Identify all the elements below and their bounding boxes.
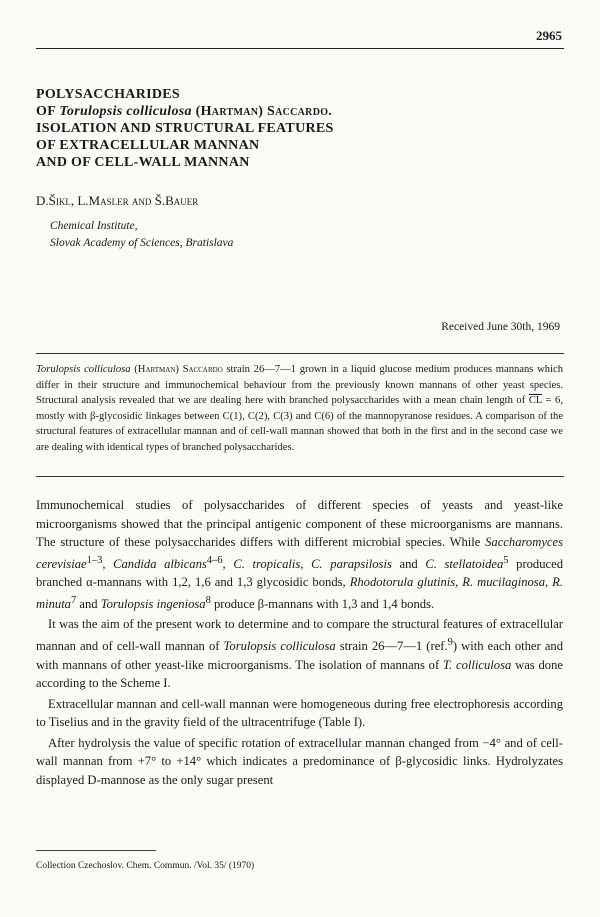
title-line-2: OF Torulopsis colliculosa (Hartman) Saccardo. [36,104,333,119]
title-line-1: POLYSACCHARIDES [36,87,181,102]
body-text [36,496,563,791]
affiliation-line-1: Chemical Institute, [50,220,138,232]
top-rule [36,48,564,49]
affiliation-line-2: Slovak Academy of Sciences, Bratislava [50,237,234,249]
footer-rule [36,850,156,851]
affiliation [50,218,233,252]
received-date: Received June 30th, 1969 [441,321,560,333]
paragraph-1: Immunochemical studies of polysaccharides of different species of yeasts and yeast-like microorganisms showed that the principal antigenic component of these microorganisms are mannans. The structure of these polysaccharides differs with different microbial species. While Saccharomyces cerevisiae$^{1-3}$, Candida albicans$^{4-6}$, C. tropicalis, C. parapsilosis and C. stellatoidea$^5$ produced branched α-mannans with 1,2, 1,6 and 1,3 glycosidic bonds, Rhodotorula glutinis, R. mucilaginosa, R. minuta$^7$ and Torulopsis ingeniosa$^8$ produce β-mannans with 1,3 and 1,4 bonds. [36,498,564,611]
abstract-bottom-rule [36,476,564,477]
page-number: 2965 [536,28,562,43]
paragraph-2: It was the aim of the present work to determine and to compare the structural features of extracellular mannan and of cell-wall mannan of Torulopsis colliculosa strain 26—7—1 (ref.$^9$) with each other and with mannans of other yeast-like microorganisms. The isolation of mannans of T. colliculosa was done according to the Scheme I. [36,617,563,691]
abstract: Torulopsis colliculosa (Hartman) Saccardo strain 26—7—1 grown in a liquid glucose medium produces mannans which differ in their structure and immunochemical behaviour from the previously known mannans of other yeast species. Structural analysis revealed that we are dealing here with branched polysaccharides with a mean chain length of $\overline{CL} = 6$, mostly with β-glycosidic linkages between C(1), C(2), C(3) and C(6) of the mannopyranose residues. A comparison of the structural features of extracellular mannan and of cell-wall mannan showed that both in the first and in the second case we are dealing with identical types of branched polysaccharides. [36,364,564,453]
paragraph-3: Extracellular mannan and cell-wall mannan were homogeneous during free electrophoresis according to Tiselius and in the gravity field of the ultracentrifuge (Table I). [36,696,563,730]
abstract-top-rule [36,353,564,354]
title-line-5: AND OF CELL-WALL MANNAN [36,155,250,170]
journal-footer: Collection Czechoslov. Chem. Commun. /Vol. 35/ (1970) [36,861,255,871]
title-line-3: ISOLATION AND STRUCTURAL FEATURES [36,121,334,136]
article-title [36,86,506,171]
authors: D.Šikl, L.Masler and Š.Bauer [36,193,199,208]
title-line-4: OF EXTRACELLULAR MANNAN [36,138,260,153]
paragraph-4: After hydrolysis the value of specific rotation of extracellular mannan changed from −4° and of cell-wall mannan from +7° to +14° which indicates a predominance of β-glycosidic links. Hydrolyzates displayed D-mannose as the only sugar present [36,735,563,787]
